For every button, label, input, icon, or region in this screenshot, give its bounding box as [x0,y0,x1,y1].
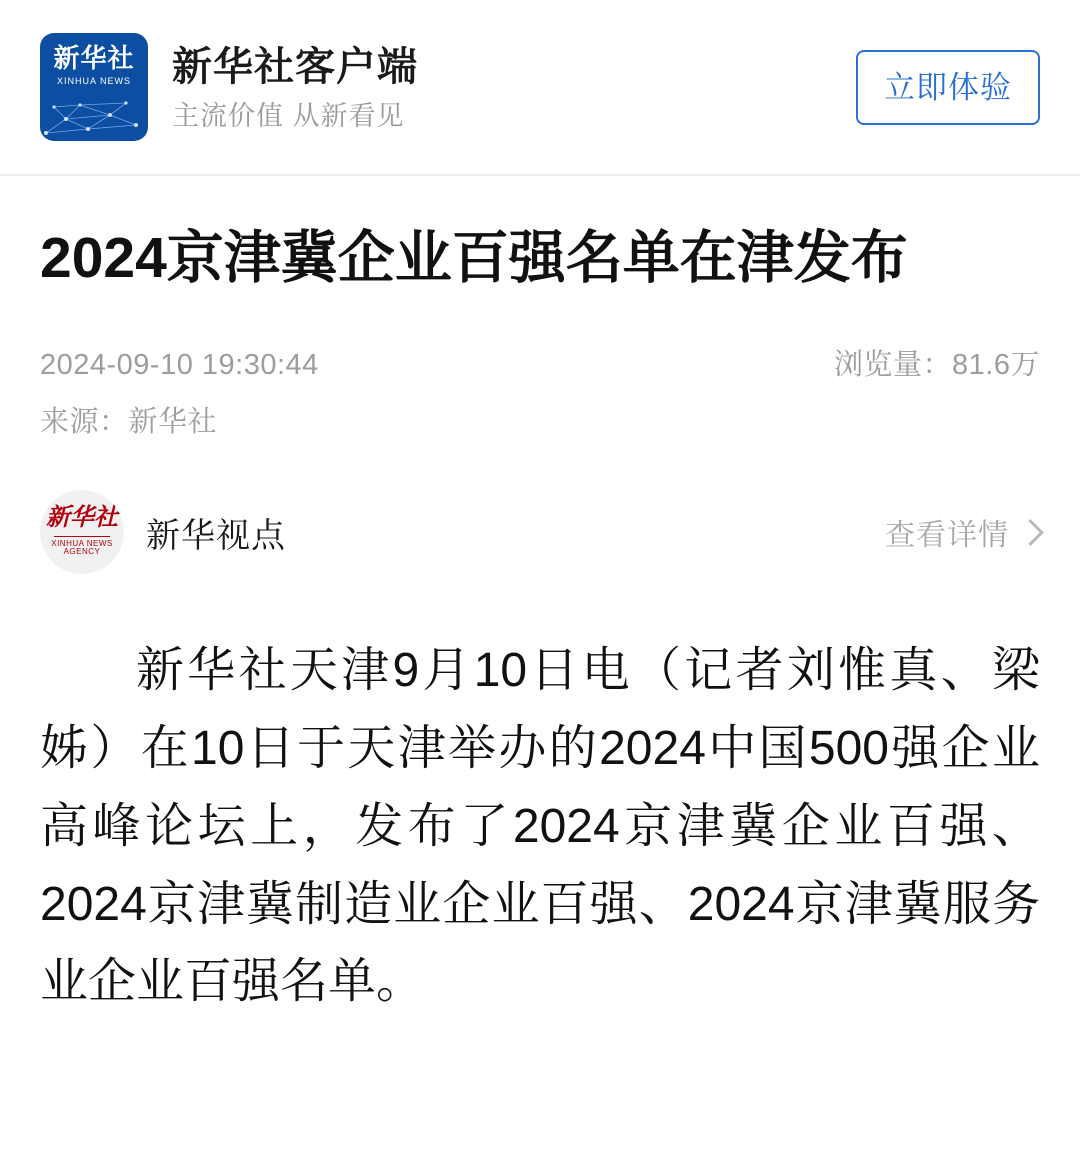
xinhua-news-agency-avatar-icon [40,490,124,574]
view-count-label: 浏览量： [834,349,953,382]
article-source [40,399,1040,440]
logo-network-decoration-icon [40,89,148,141]
open-app-button[interactable]: 立即体验 [856,50,1040,125]
app-logo-top-text: 新华社 [53,43,135,73]
avatar-divider [54,536,110,537]
avatar-main-text: 新华社 [46,505,118,532]
source-label: 来源： [40,406,129,439]
view-count-value: 81.6万 [952,349,1040,382]
article-header [0,176,1080,440]
publisher-account-strip[interactable] [0,490,1080,574]
source-value: 新华社 [128,406,218,439]
app-logo-sub-text: XINHUA NEWS [56,76,131,86]
view-detail-label: 查看详情 [885,519,1009,553]
publish-timestamp: 2024-09-10 19:30:44 [40,349,319,382]
avatar-sub-text: XINHUA NEWS AGENCY [51,539,113,557]
page-title: 2024京津冀企业百强名单在津发布 [40,226,908,290]
publisher-account-name: 新华视点 [146,516,286,555]
view-count [834,342,1040,383]
view-detail-link[interactable] [885,510,1040,554]
chevron-right-icon [1017,519,1044,546]
app-name: 新华社客户端 [172,44,418,89]
article-body-paragraph: 新华社天津9月10日电（记者刘惟真、梁姊）在10日于天津举办的2024中国500强企业高峰论坛上，发布了2024京津冀企业百强、2024京津冀制造业企业百强、2024京津冀服务业企业百强名单。 [40,644,1040,1009]
xinhua-news-app-logo-icon [40,33,148,141]
app-slogan: 主流价值 从新看见 [172,100,405,131]
article-meta-row [40,342,1040,383]
app-promo-bar [0,0,1080,176]
app-title-block [172,42,418,132]
